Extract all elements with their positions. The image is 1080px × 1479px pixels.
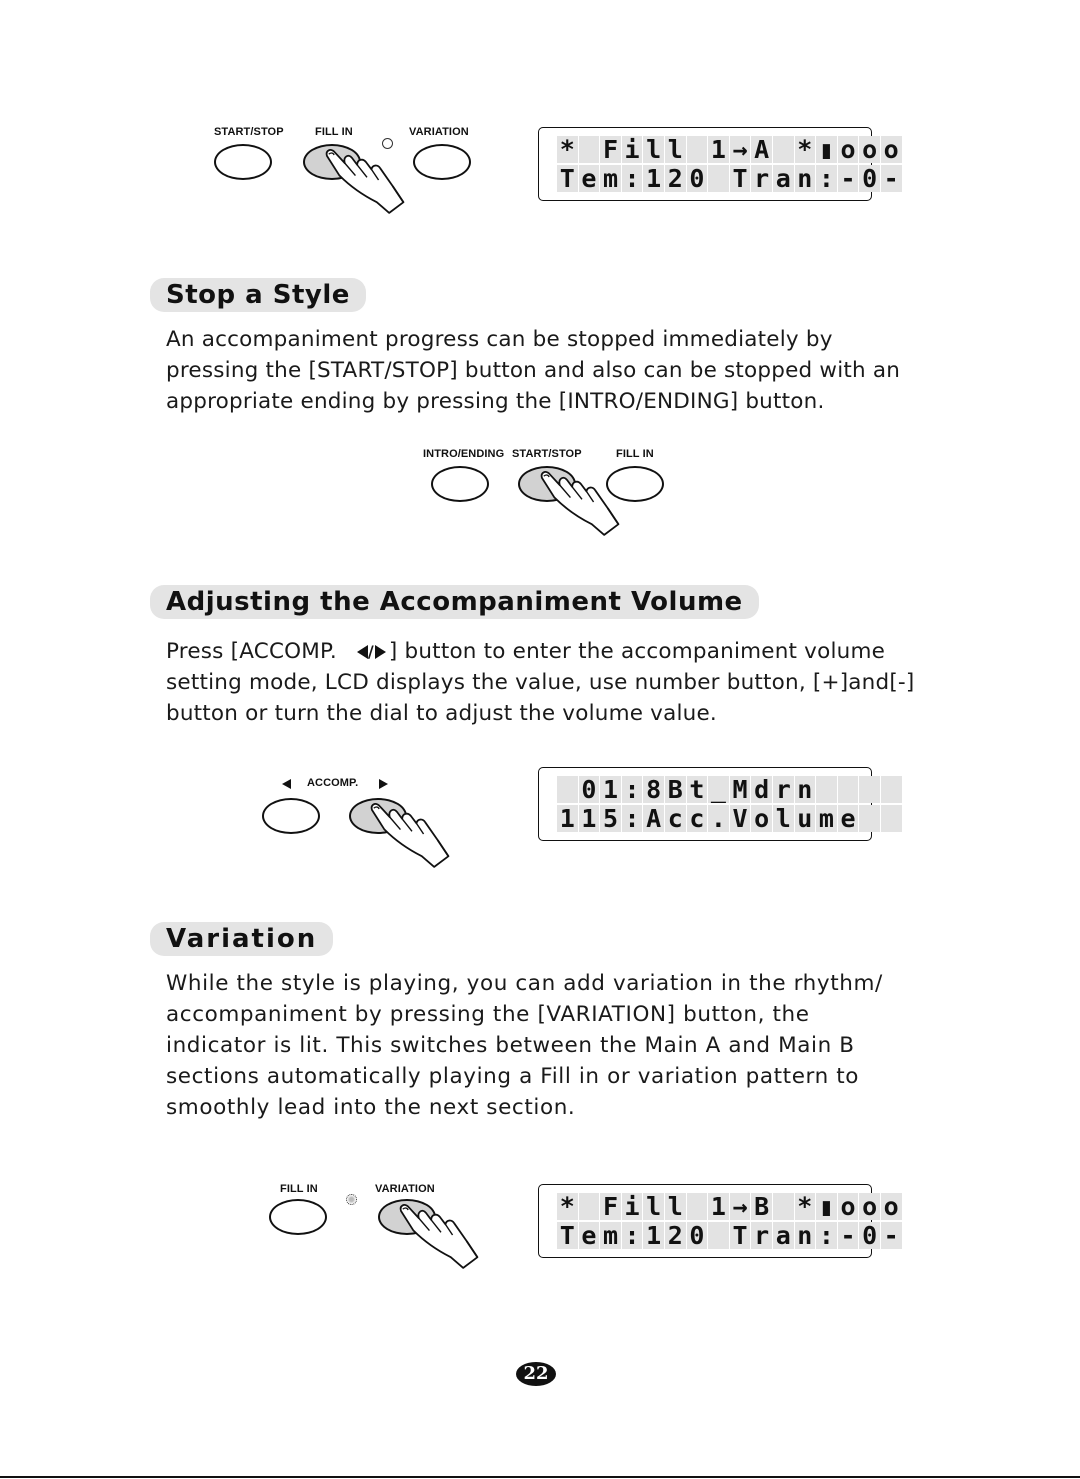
stop-paragraph [166,324,996,417]
fill-in-label: FILL IN [280,1183,318,1195]
lcd-line-2 [557,805,903,832]
lcd-char-cell: l [643,136,664,163]
lcd-char-cell: * [557,1193,578,1220]
page-number: 22 [516,1362,556,1386]
line-text-after-arrows: ] button to enter the accompaniment volume [388,639,886,664]
lcd-char-cell: 2 [665,1222,686,1249]
lcd-char-cell: 5 [600,805,621,832]
lcd-char-cell [881,805,902,832]
section-heading-variation: Variation [150,922,333,956]
lcd-char-cell: m [816,805,837,832]
lcd-char-cell: n [795,1222,816,1249]
lcd-char-cell: a [773,1222,794,1249]
lcd-char-cell: u [795,805,816,832]
lcd-char-cell: o [838,136,859,163]
lcd-char-cell: ▮ [816,136,837,163]
lcd-char-cell: : [622,1222,643,1249]
lcd-char-cell: e [838,805,859,832]
start-stop-label: START/STOP [214,126,284,138]
lcd-char-cell: 8 [643,776,664,803]
lcd-char-cell: T [557,1222,578,1249]
lcd-char-cell [881,776,902,803]
lcd-char-cell: - [838,165,859,192]
lcd-char-cell: c [665,805,686,832]
lcd-char-cell: A [751,136,772,163]
paragraph-line: pressing the [START/STOP] button and also can be stopped with an [166,358,901,383]
lcd-char-cell: l [643,1193,664,1220]
lcd-char-cell: r [751,1222,772,1249]
lcd-char-cell: e [579,165,600,192]
lcd-char-cell: a [773,165,794,192]
lcd-char-cell: : [622,776,643,803]
line-text-before-arrows: Press [ACCOMP. [166,639,337,664]
lcd-char-cell: 0 [579,776,600,803]
lcd-char-cell: T [557,165,578,192]
lcd-char-cell: V [730,805,751,832]
lcd-char-cell: 1 [708,136,729,163]
paragraph-line: setting mode, LCD displays the value, use number button, [+]and[-] [166,670,915,695]
lcd-char-cell: 1 [708,1193,729,1220]
lcd-char-cell: 1 [557,805,578,832]
lcd-char-cell: i [622,1193,643,1220]
accomp-label: ACCOMP. [307,777,359,789]
accomp-left-button[interactable] [262,798,320,834]
lcd-char-cell [859,805,880,832]
lcd-char-cell [773,136,794,163]
lcd-line-1 [557,1193,903,1220]
lcd-char-cell: 0 [859,1222,880,1249]
pressing-hand-icon [527,462,637,542]
lcd-char-cell: 0 [687,165,708,192]
paragraph-line: indicator is lit. This switches between the Main A and Main B [166,1033,855,1058]
fill-in-label: FILL IN [616,448,654,460]
lcd-char-cell: l [773,805,794,832]
lcd-char-cell: : [622,165,643,192]
paragraph-line: An accompaniment progress can be stopped immediately by [166,327,833,352]
lcd-char-cell: m [600,1222,621,1249]
lcd-char-cell [579,136,600,163]
lcd-char-cell: o [859,1193,880,1220]
section-heading-volume: Adjusting the Accompaniment Volume [150,585,759,619]
lcd-char-cell [579,1193,600,1220]
lcd-char-cell [773,1193,794,1220]
intro-ending-label: INTRO/ENDING [423,448,505,460]
lcd-char-cell: l [665,136,686,163]
lcd-char-cell: - [881,165,902,192]
lcd-char-cell: l [665,1193,686,1220]
lcd-display [538,767,872,841]
lcd-char-cell: m [600,165,621,192]
lcd-char-cell: i [622,136,643,163]
lcd-char-cell: 1 [643,165,664,192]
lcd-char-cell: ▮ [816,1193,837,1220]
fill-in-button[interactable] [269,1199,327,1235]
lcd-char-cell [816,776,837,803]
lcd-char-cell: * [795,136,816,163]
lcd-char-cell: d [751,776,772,803]
lcd-char-cell: F [600,136,621,163]
lcd-char-cell: → [730,136,751,163]
lcd-char-cell: → [730,1193,751,1220]
paragraph-line: While the style is playing, you can add variation in the rhythm/ [166,971,883,996]
lcd-char-cell [859,776,880,803]
lcd-line-1 [557,776,903,803]
lcd-char-cell: A [643,805,664,832]
lcd-char-cell [557,776,578,803]
lcd-char-cell: 0 [859,165,880,192]
intro-ending-button[interactable] [431,466,489,502]
page-bottom-rule [0,1476,1080,1478]
lcd-char-cell: M [730,776,751,803]
variation-paragraph [166,968,996,1123]
lcd-char-cell: F [600,1193,621,1220]
lcd-char-cell: 0 [687,1222,708,1249]
lcd-char-cell: - [881,1222,902,1249]
lcd-char-cell [687,1193,708,1220]
lcd-display [538,127,899,201]
lcd-char-cell: . [708,805,729,832]
left-arrow-icon [282,779,291,789]
section-heading-stop: Stop a Style [150,278,366,312]
start-stop-label: START/STOP [512,448,582,460]
lcd-char-cell: 1 [600,776,621,803]
lcd-display [538,1184,899,1258]
lcd-char-cell [708,1222,729,1249]
lcd-char-cell: : [816,1222,837,1249]
lcd-char-cell: t [687,776,708,803]
fill-in-label: FILL IN [315,126,353,138]
paragraph-line: smoothly lead into the next section. [166,1095,576,1120]
lcd-char-cell: r [773,776,794,803]
pressing-hand-icon [312,140,422,220]
lcd-char-cell: n [795,165,816,192]
lcd-char-cell [838,776,859,803]
lcd-char-cell: r [751,165,772,192]
lcd-char-cell: o [751,805,772,832]
lcd-char-cell: 1 [643,1222,664,1249]
variation-label: VARIATION [375,1183,435,1195]
lcd-char-cell: o [881,1193,902,1220]
lcd-char-cell: 1 [579,805,600,832]
lcd-char-cell: : [816,165,837,192]
lcd-char-cell: n [795,776,816,803]
lcd-char-cell: T [730,165,751,192]
pressing-hand-icon [386,1195,496,1275]
lcd-line-1 [557,136,903,163]
paragraph-line: accompaniment by pressing the [VARIATION] button, the [166,1002,810,1027]
variation-indicator-led [346,1194,357,1205]
variation-label: VARIATION [409,126,469,138]
volume-paragraph [166,636,996,729]
lcd-char-cell: o [881,136,902,163]
lcd-char-cell: e [579,1222,600,1249]
pressing-hand-icon [357,794,467,874]
lcd-line-2 [557,1222,903,1249]
lcd-char-cell: : [622,805,643,832]
paragraph-line: sections automatically playing a Fill in or variation pattern to [166,1064,860,1089]
lcd-line-2 [557,165,903,192]
accomp-arrows-icon: / [337,642,389,662]
paragraph-line [166,636,996,667]
paragraph-line: button or turn the dial to adjust the volume value. [166,701,717,726]
lcd-char-cell: - [838,1222,859,1249]
lcd-char-cell: c [687,805,708,832]
right-arrow-icon [379,779,388,789]
lcd-char-cell: 2 [665,165,686,192]
lcd-char-cell [708,165,729,192]
paragraph-line: appropriate ending by pressing the [INTRO/ENDING] button. [166,389,825,414]
lcd-char-cell: B [751,1193,772,1220]
lcd-char-cell: _ [708,776,729,803]
lcd-char-cell: o [859,136,880,163]
lcd-char-cell: B [665,776,686,803]
lcd-char-cell [687,136,708,163]
lcd-char-cell: o [838,1193,859,1220]
lcd-char-cell: T [730,1222,751,1249]
lcd-char-cell: * [795,1193,816,1220]
start-stop-button[interactable] [214,144,272,180]
lcd-char-cell: * [557,136,578,163]
